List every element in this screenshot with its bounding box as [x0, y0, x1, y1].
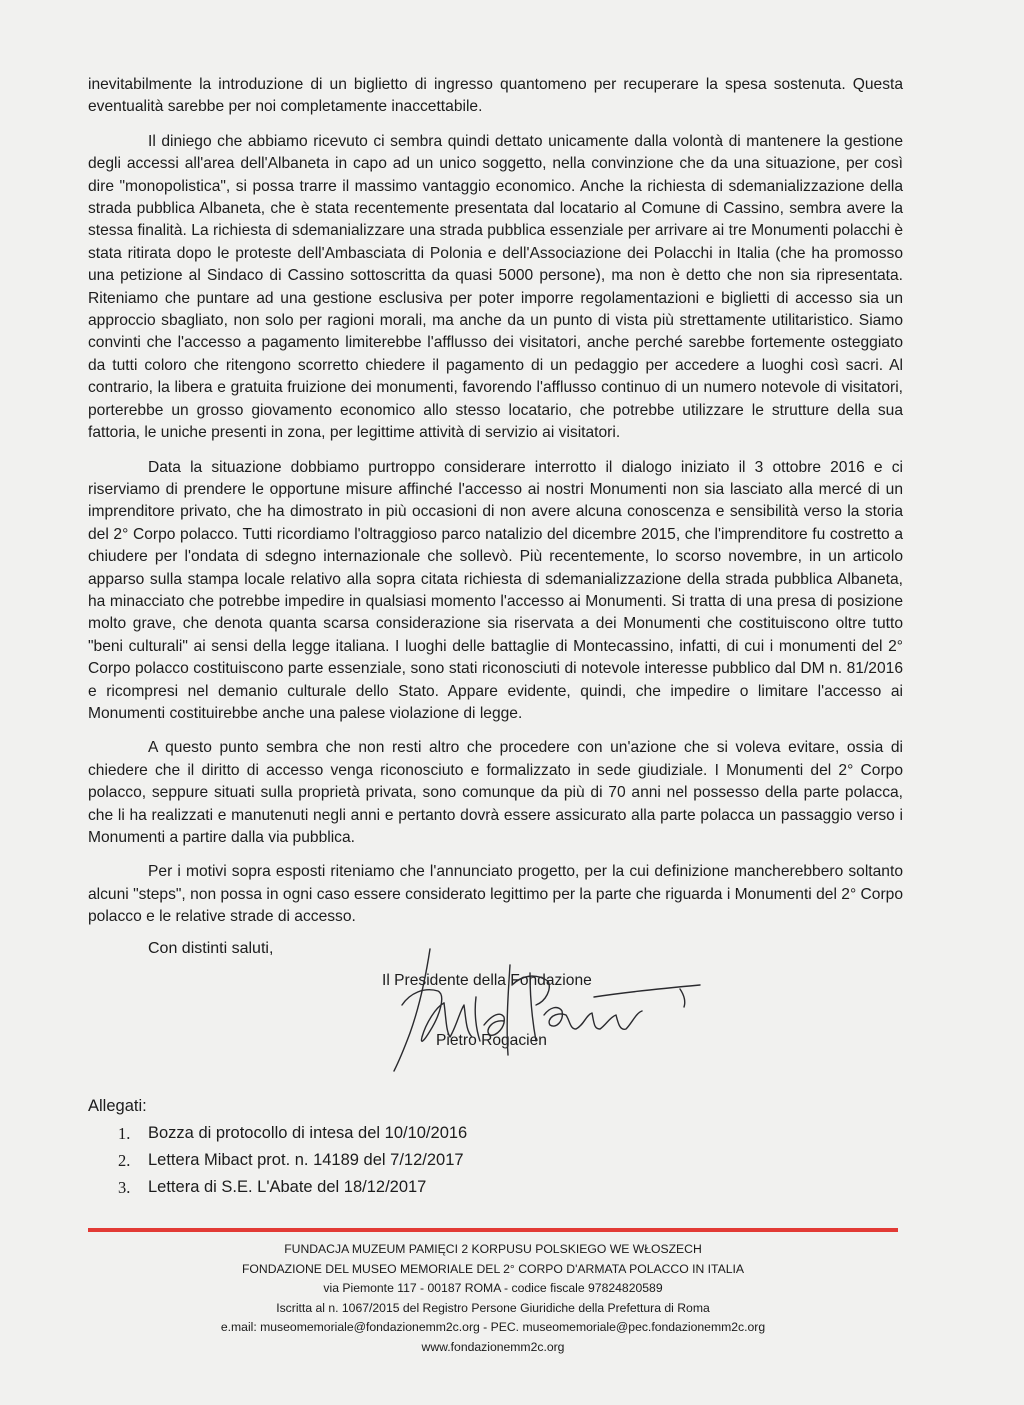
list-item-text: Lettera di S.E. L'Abate del 18/12/2017	[148, 1178, 427, 1196]
list-item-number: 2.	[118, 1151, 131, 1170]
list-item	[118, 1147, 467, 1174]
footer-divider	[88, 1228, 898, 1232]
footer-polish-name: FUNDACJA MUZEUM PAMIĘCI 2 KORPUSU POLSKIEGO WE WŁOSZECH	[284, 1242, 702, 1256]
footer-address: via Piemonte 117 - 00187 ROMA - codice fiscale 97824820589	[323, 1281, 663, 1296]
paragraph-4: A questo punto sembra che non resti altro che procedere con un'azione che si voleva evitare, ossia di chiedere che il diritto di accesso venga riconosciuto e formalizzato in sede giudiziale. I Monumenti del 2° Corpo polacco, seppure situati sulla proprietà privata, sono comunque da più di 70 anni nel possesso della parte polacca, che li ha realizzati e manutenuti negli anni e pertanto dovrà essere assicurato alla parte polacca un passaggio verso i Monumenti a partire dalla via pubblica.	[88, 739, 903, 846]
paragraph-5: Per i motivi sopra esposti riteniamo che l'annunciato progetto, per la cui definizione mancherebbero soltanto alcuni "steps", non possa in ogni caso essere considerato legittimo per la parte che riguarda i Monumenti del 2° Corpo polacco e le relative strade di accesso.	[88, 863, 903, 926]
paragraph-2: Il diniego che abbiamo ricevuto ci sembra quindi dettato unicamente dalla volontà di mantenere la gestione degli accessi all'area dell'Albaneta in capo ad un unico soggetto, nella convinzione che da una situazione, per così dire "monopolistica", si possa trarre il massimo vantaggio economico. Anche la richiesta di sdemanializzazione della strada pubblica Albaneta, che è stata recentemente presentata dal locatario al Comune di Cassino, sembra avere la stessa finalità. La richiesta di sdemanializzare una strada pubblica essenziale per arrivare ai tre Monumenti polacchi è stata ritirata dopo le proteste dell'Ambasciata di Polonia e dell'Associazione dei Polacchi in Italia (che ha promosso una petizione al Sindaco di Cassino sottoscritta da quasi 5000 persone), ma non è detto che non sia ripresentata. Riteniamo che puntare ad una gestione esclusiva per poter imporre regolamentazioni e biglietti di accesso sia un approccio sbagliato, non solo per ragioni morali, ma anche da un punto di vista più strettamente utilitaristico. Siamo convinti che l'accesso a pagamento limiterebbe l'afflusso dei visitatori, anche perché sarebbe fortemente osteggiato da tutti coloro che ritengono scorretto chiedere il pagamento di un pedaggio per accedere a luoghi così sacri. Al contrario, la libera e gratuita fruizione dei monumenti, favorendo l'afflusso continuo di un numero notevole di visitatori, porterebbe un grosso giovamento economico allo stesso locatario, che potrebbe utilizzare le strutture della sua fattoria, le uniche presenti in zona, per legittime attività di servizio ai visitatori.	[88, 132, 903, 442]
paragraph-1: inevitabilmente la introduzione di un biglietto di ingresso quantomeno per recuperare la spesa sostenuta. Questa eventualità sarebbe per noi completamente inaccettabile.	[88, 76, 903, 116]
letterhead-footer	[88, 1240, 898, 1358]
attachments-list	[118, 1120, 467, 1201]
footer-website: www.fondazionemm2c.org	[421, 1339, 565, 1354]
footer-registration: Iscritta al n. 1067/2015 del Registro Persone Giuridiche della Prefettura di Roma	[276, 1300, 710, 1315]
attachments-label: Allegati:	[88, 1097, 147, 1115]
list-item-number: 1.	[118, 1124, 131, 1143]
footer-italian-name: FONDAZIONE DEL MUSEO MEMORIALE DEL 2° CORPO D'ARMATA POLACCO IN ITALIA	[241, 1261, 744, 1276]
list-item	[118, 1174, 467, 1201]
closing-salutation: Con distinti saluti,	[148, 940, 274, 957]
paragraph-3: Data la situazione dobbiamo purtroppo considerare interrotto il dialogo iniziato il 3 ottobre 2016 e ci riserviamo di prendere le opportune misure affinché l'accesso ai nostri Monumenti non sia lasciato alla mercé di un imprenditore privato, che ha dimostrato in più occasioni di non avere alcuna conoscenza e sensibilità verso la storia del 2° Corpo polacco. Tutti ricordiamo l'oltraggioso parco natalizio del dicembre 2015, che l'imprenditore fu costretto a chiudere per l'ondata di sdegno internazionale che sollevò. Più recentemente, lo scorso novembre, in un articolo apparso sulla stampa locale relativo alla sopra citata richiesta di sdemanializzazione della strada pubblica Albaneta, ha minacciato che potrebbe impedire in qualsiasi momento l'accesso ai Monumenti. Si tratta di una presa di posizione molto grave, che denota quanta scarsa considerazione sia riservata a dei Monumenti che costituiscono oltre tutto "beni culturali" ai sensi della legge italiana. I luoghi delle battaglie di Montecassino, infatti, di cui i monumenti del 2° Corpo polacco costituiscono parte essenziale, sono stati riconosciuti di notevole interesse pubblico dal DM n. 81/2016 e ricompresi nel demanio culturale dello Stato. Appare evidente, quindi, che impedire o limitare l'accesso ai Monumenti costituirebbe anche una palese violazione di legge.	[88, 458, 903, 722]
list-item	[118, 1120, 467, 1147]
footer-email: e.mail: museomemoriale@fondazionemm2c.org - PEC. museomemoriale@pec.fondazionemm2c.org	[220, 1320, 766, 1335]
handwritten-signature	[380, 945, 710, 1075]
list-item-text: Lettera Mibact prot. n. 14189 del 7/12/2017	[148, 1151, 464, 1169]
letter-body	[88, 74, 903, 941]
signatory-name: Pietro Rogacien	[436, 1032, 547, 1049]
signatory-title: Il Presidente della Fondazione	[382, 972, 592, 989]
list-item-text: Bozza di protocollo di intesa del 10/10/2016	[148, 1124, 468, 1142]
list-item-number: 3.	[118, 1178, 131, 1197]
